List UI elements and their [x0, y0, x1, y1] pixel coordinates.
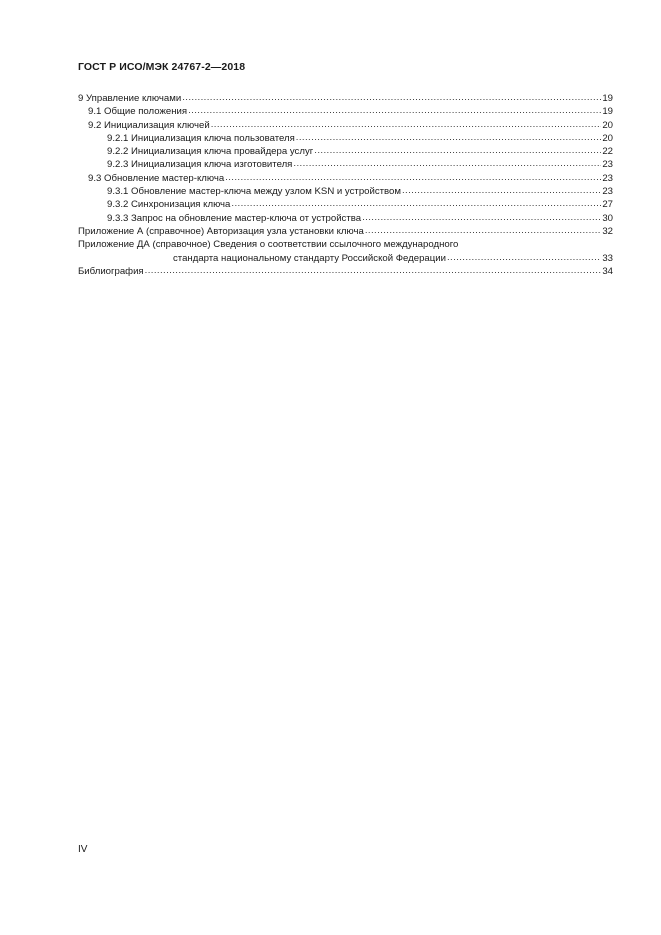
toc-entry-title-line2: стандарта национальному стандарту Российской Федерации [173, 252, 446, 264]
toc-entry-page: 20 [602, 132, 613, 144]
toc-entry-continuation [78, 252, 613, 265]
toc-entry-title: 9.3.2 Синхронизация ключа [107, 199, 231, 211]
toc-entry-page: 27 [602, 199, 613, 211]
toc-dot-leader [362, 211, 601, 224]
toc-entry-page: 22 [602, 146, 613, 158]
toc-entry-page: 23 [602, 172, 613, 184]
toc-entry-page: 32 [602, 225, 613, 237]
toc-entry-title: 9.2.1 Инициализация ключа пользователя [107, 132, 295, 144]
toc-entry-title: 9.2 Инициализация ключей [88, 119, 210, 131]
toc-dot-leader [314, 144, 601, 157]
toc-dot-leader [145, 264, 602, 277]
toc-entry[interactable] [78, 92, 613, 105]
toc-entry[interactable] [78, 132, 613, 145]
toc-entry-title: Библиография [78, 265, 144, 277]
toc-entry[interactable] [78, 172, 613, 185]
toc-dot-leader [225, 171, 601, 184]
toc-dot-leader [365, 224, 602, 237]
toc-entry-title: Приложение А (справочное) Авторизация узла установки ключа [78, 225, 364, 237]
page-number: IV [78, 844, 88, 855]
toc-entry-page: 23 [602, 159, 613, 171]
toc-dot-leader [182, 91, 601, 104]
table-of-contents [78, 92, 613, 278]
toc-dot-leader [296, 131, 602, 144]
toc-entry[interactable] [78, 185, 613, 198]
toc-entry-title: 9.3.1 Обновление мастер-ключа между узлом KSN и устройством [107, 186, 401, 198]
toc-entry[interactable] [78, 225, 613, 238]
toc-entry-page: 19 [602, 93, 613, 104]
toc-dot-leader [188, 104, 601, 117]
toc-dot-leader [231, 197, 601, 210]
toc-entry[interactable] [78, 145, 613, 158]
toc-entry-title: 9.2.2 Инициализация ключа провайдера услуг [107, 146, 314, 158]
toc-entry-title: 9.3 Обновление мастер-ключа [88, 172, 225, 184]
toc-dot-leader [211, 118, 602, 131]
document-header: ГОСТ Р ИСО/МЭК 24767-2—2018 [78, 61, 246, 73]
toc-entry-title: 9.1 Общие положения [88, 106, 188, 118]
toc-entry-page: 23 [602, 186, 613, 198]
toc-entry-title-line1: Приложение ДА (справочное) Сведения о соответствии ссылочного международного [78, 239, 459, 251]
toc-entry[interactable] [78, 265, 613, 278]
toc-entry-title: 9 Управление ключами [78, 93, 182, 104]
toc-entry-title: 9.2.3 Инициализация ключа изготовителя [107, 159, 293, 171]
toc-entry-page: 19 [602, 106, 613, 118]
toc-entry-title: 9.3.3 Запрос на обновление мастер-ключа от устройства [107, 212, 362, 224]
toc-entry[interactable] [78, 158, 613, 171]
toc-dot-leader [402, 184, 601, 197]
toc-entry[interactable] [78, 119, 613, 132]
toc-dot-leader [293, 157, 601, 170]
toc-entry-page: 34 [602, 265, 613, 277]
toc-entry-page: 30 [602, 212, 613, 224]
toc-entry[interactable] [78, 198, 613, 211]
toc-entry[interactable] [78, 105, 613, 118]
toc-entry-multiline[interactable] [78, 238, 613, 265]
toc-entry-page: 33 [602, 252, 613, 264]
toc-entry-page: 20 [602, 119, 613, 131]
toc-dot-leader [447, 251, 601, 264]
toc-entry[interactable] [78, 212, 613, 225]
